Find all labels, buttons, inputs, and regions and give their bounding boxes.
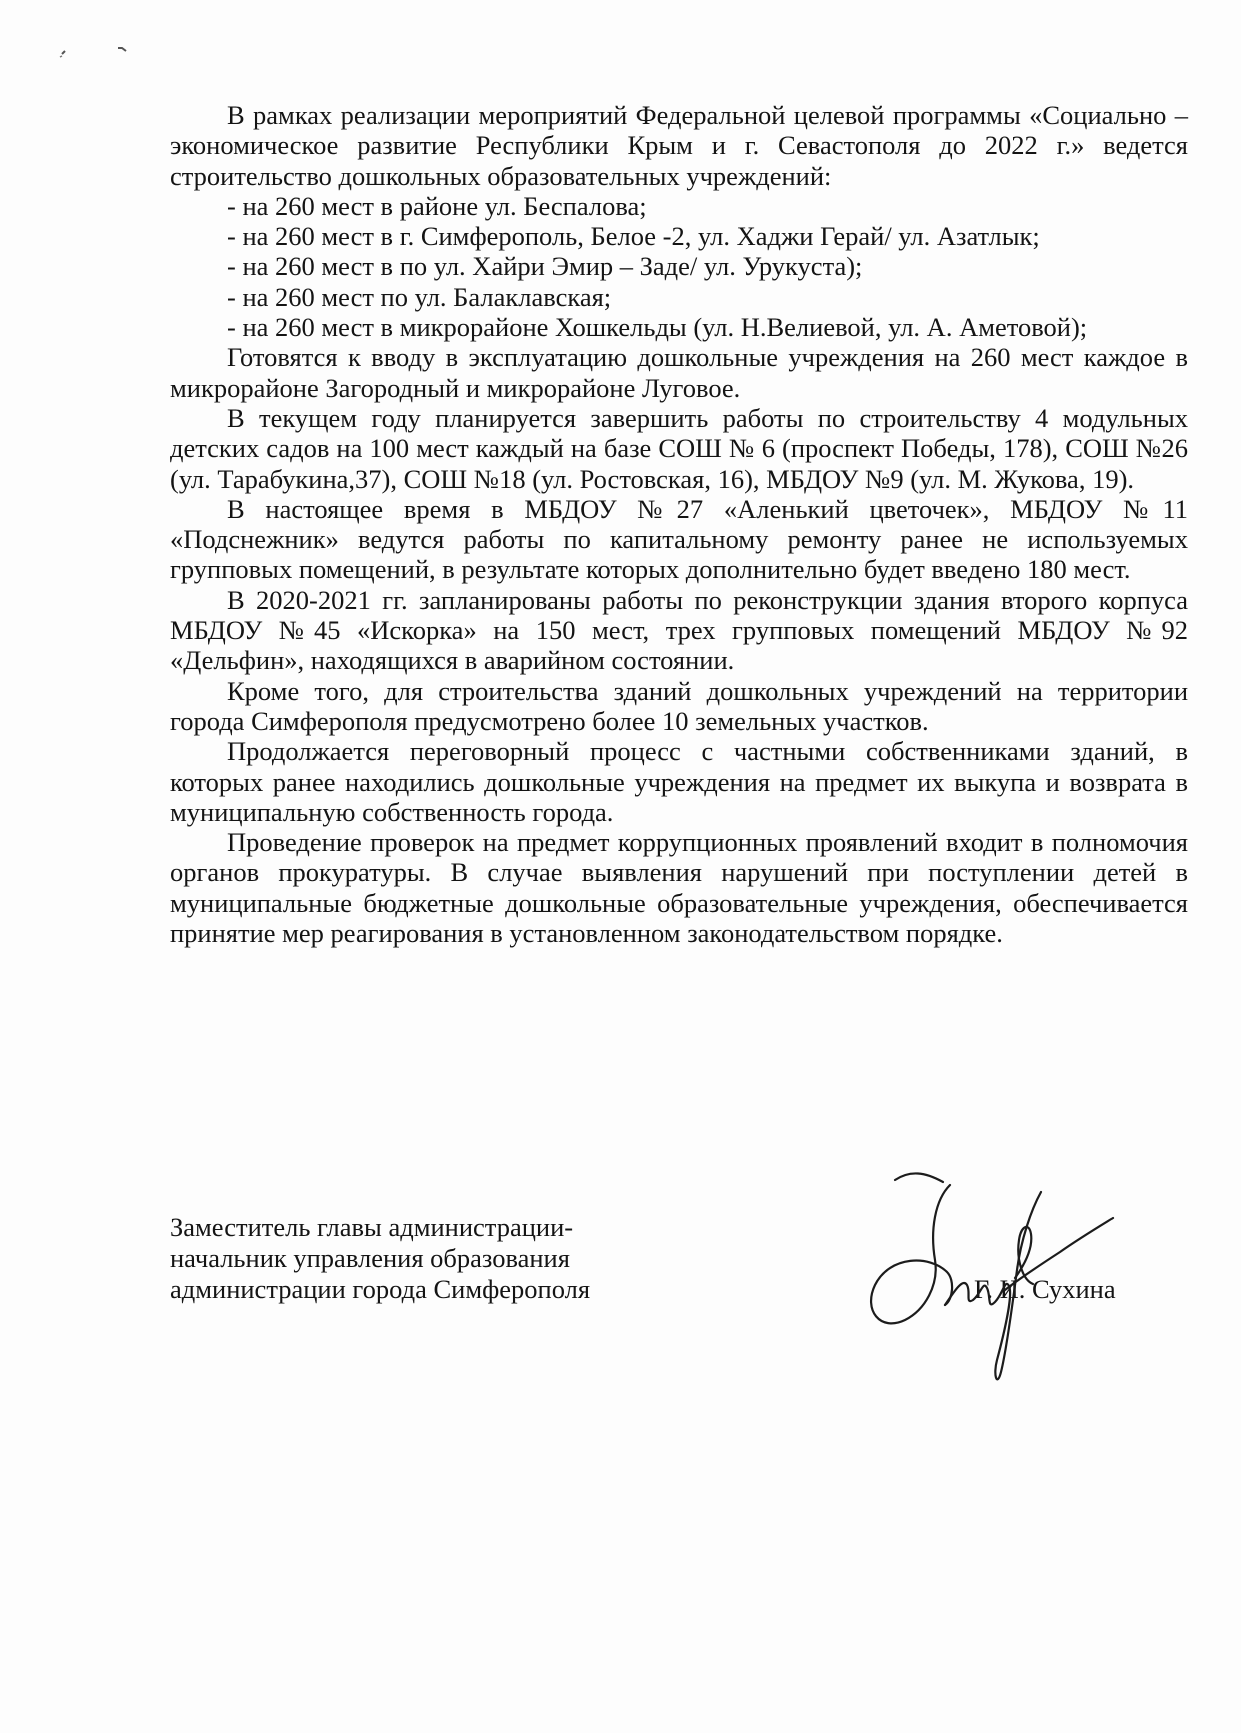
paragraph-modular-kindergartens: В текущем году планируется завершить работы по строительству 4 модульных детских садов на 100 мест каждый на базе СОШ № 6 (проспект Победы, 178), СОШ №26 (ул. Тарабукина,37), СОШ №18 (ул. Ростовская, 16), МБДОУ №9 (ул. М. Жукова, 19).	[170, 402, 1188, 494]
signatory-name: Г. И. Сухина	[974, 1274, 1116, 1304]
kindergarten-list	[170, 191, 1188, 342]
paragraph-inspections: Проведение проверок на предмет коррупционных проявлений входит в полномочия органов прокуратуры. В случае выявления нарушений при поступлении детей в муниципальные бюджетные дошкольные образовательные учреждения, обеспечивается принятие мер реагирования в установленном законодательством порядке.	[170, 827, 1188, 949]
signatory-position	[170, 1212, 590, 1305]
paragraph-capital-repair: В настоящее время в МБДОУ №27 «Аленький цветочек», МБДОУ №11 «Подснежник» ведутся работы по капитальному ремонту ранее не используемых групповых помещений, в результате которых дополнительно будет введено 180 мест.	[170, 493, 1188, 585]
paragraph-land-plots: Кроме того, для строительства зданий дошкольных учреждений на территории города Симферополя предусмотрено более 10 земельных участков.	[170, 675, 1188, 736]
paragraph-intro: В рамках реализации мероприятий Федеральной целевой программы «Социально – экономическое развитие Республики Крым и г. Севастополя до 2022 г.» ведется строительство дошкольных образовательных учреждений:	[170, 100, 1188, 191]
list-item: - на 260 мест в районе ул. Беспалова;	[227, 190, 647, 221]
paragraph-reconstruction: В 2020-2021 гг. запланированы работы по реконструкции здания второго корпуса МБДОУ №45 «Искорка» на 150 мест, трех групповых помещений МБДОУ №92 «Дельфин», находящихся в аварийном состоянии.	[170, 584, 1188, 676]
handwritten-signature	[855, 1160, 1115, 1390]
letter-body	[170, 100, 1188, 948]
position-line: начальник управления образования	[170, 1243, 570, 1273]
list-item: - на 260 мест в по ул. Хайри Эмир – Заде/ ул. Урукуста);	[227, 251, 863, 282]
list-item: - на 260 мест в г. Симферополь, Белое -2, ул. Хаджи Герай/ ул. Азатлык;	[227, 221, 1040, 252]
list-item: - на 260 мест в микрорайоне Хошкельды (ул. Н.Велиевой, ул. А. Аметовой);	[227, 312, 1088, 343]
paragraph-commissioning: Готовятся к вводу в эксплуатацию дошкольные учреждения на 260 мест каждое в микрорайоне Загородный и микрорайоне Луговое.	[170, 342, 1188, 403]
paragraph-negotiations: Продолжается переговорный процесс с частными собственниками зданий, в которых ранее находились дошкольные учреждения на предмет их выкупа и возврата в муниципальную собственность города.	[170, 736, 1188, 827]
position-line: Заместитель главы администрации-	[170, 1212, 574, 1242]
scan-artifact-marks	[56, 42, 156, 62]
list-item: - на 260 мест по ул. Балаклавская;	[227, 281, 612, 312]
position-line: администрации города Симферополя	[170, 1274, 591, 1304]
